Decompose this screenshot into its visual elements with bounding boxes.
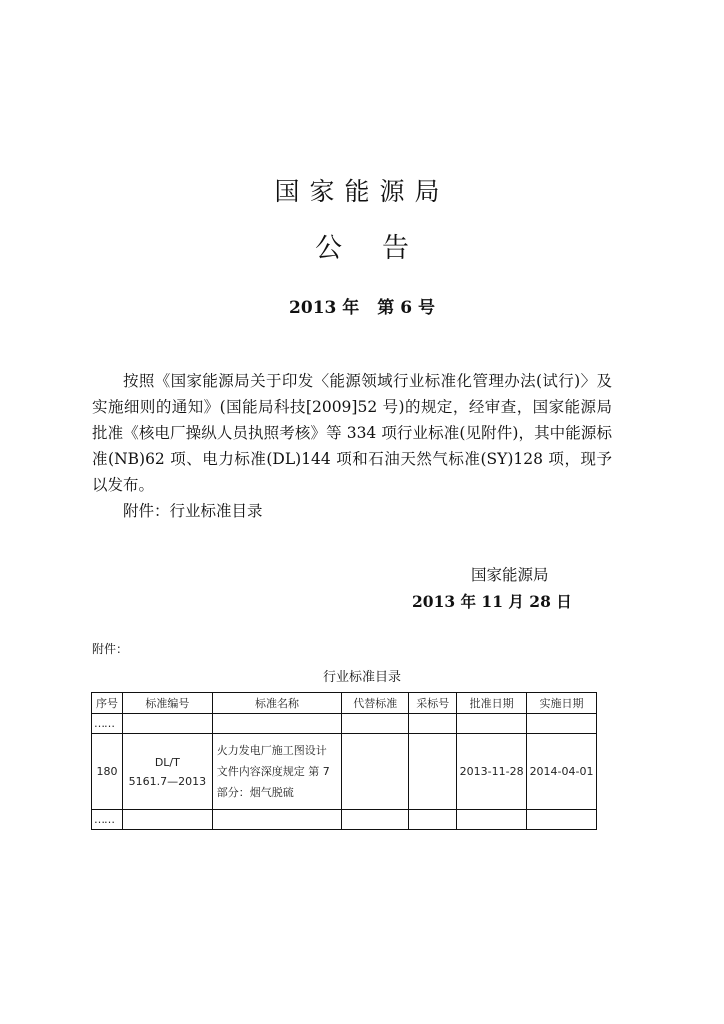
attachment-reference: 附件：行业标准目录 [123, 502, 263, 520]
body-paragraph: 按照《国家能源局关于印发〈能源领域行业标准化管理办法(试行)〉及实施细则的通知》(国能局科技[2009]52 号)的规定，经审查，国家能源局批准《核电厂操纵人员执照考核》等 334 项行业标准(见附件)，其中能源标准(NB)62 项、电力标准(DL)144 项和石油天然气标准(SY)128 项，现予以发布。 [92, 372, 612, 494]
row-effective-date: 2014-04-01 [527, 734, 597, 810]
announcement-body [92, 368, 612, 524]
header-name: 标准名称 [212, 693, 342, 714]
header-index: 序号 [92, 693, 123, 714]
announcement-char-2: 告 [382, 233, 409, 264]
announcement-heading [0, 226, 724, 265]
ellipsis-cell: …… [92, 714, 123, 734]
row-approval-date: 2013-11-28 [457, 734, 527, 810]
agency-title: 国家能源局 [274, 177, 450, 206]
table-row [92, 734, 597, 810]
table-title: 行业标准目录 [322, 670, 401, 685]
row-adopted [409, 734, 457, 810]
header-adopted: 采标号 [409, 693, 457, 714]
header-replaces: 代替标准 [342, 693, 409, 714]
header-approval-date: 批准日期 [457, 693, 527, 714]
document-year: 2013 年 [289, 298, 360, 318]
signature-date: 2013 年 11 月 28 日 [412, 592, 572, 611]
header-effective-date: 实施日期 [527, 693, 597, 714]
standards-table [91, 692, 597, 830]
table-row [92, 714, 597, 734]
signature-agency: 国家能源局 [471, 566, 549, 584]
announcement-char-1: 公 [315, 233, 342, 264]
row-standard-name: 火力发电厂施工图设计文件内容深度规定 第 7 部分：烟气脱硫 [212, 734, 342, 810]
ellipsis-cell: …… [92, 810, 123, 830]
table-header-row [92, 693, 597, 714]
attachment-label: 附件： [92, 642, 129, 656]
table-row [92, 810, 597, 830]
header-code: 标准编号 [122, 693, 212, 714]
row-code [122, 734, 212, 810]
row-index: 180 [92, 734, 123, 810]
document-number [0, 293, 724, 318]
document-issue-number: 第 6 号 [377, 298, 435, 318]
row-replaces [342, 734, 409, 810]
row-code-number: 5161.7—2013 [128, 774, 207, 788]
row-code-prefix: DL/T [154, 755, 180, 769]
